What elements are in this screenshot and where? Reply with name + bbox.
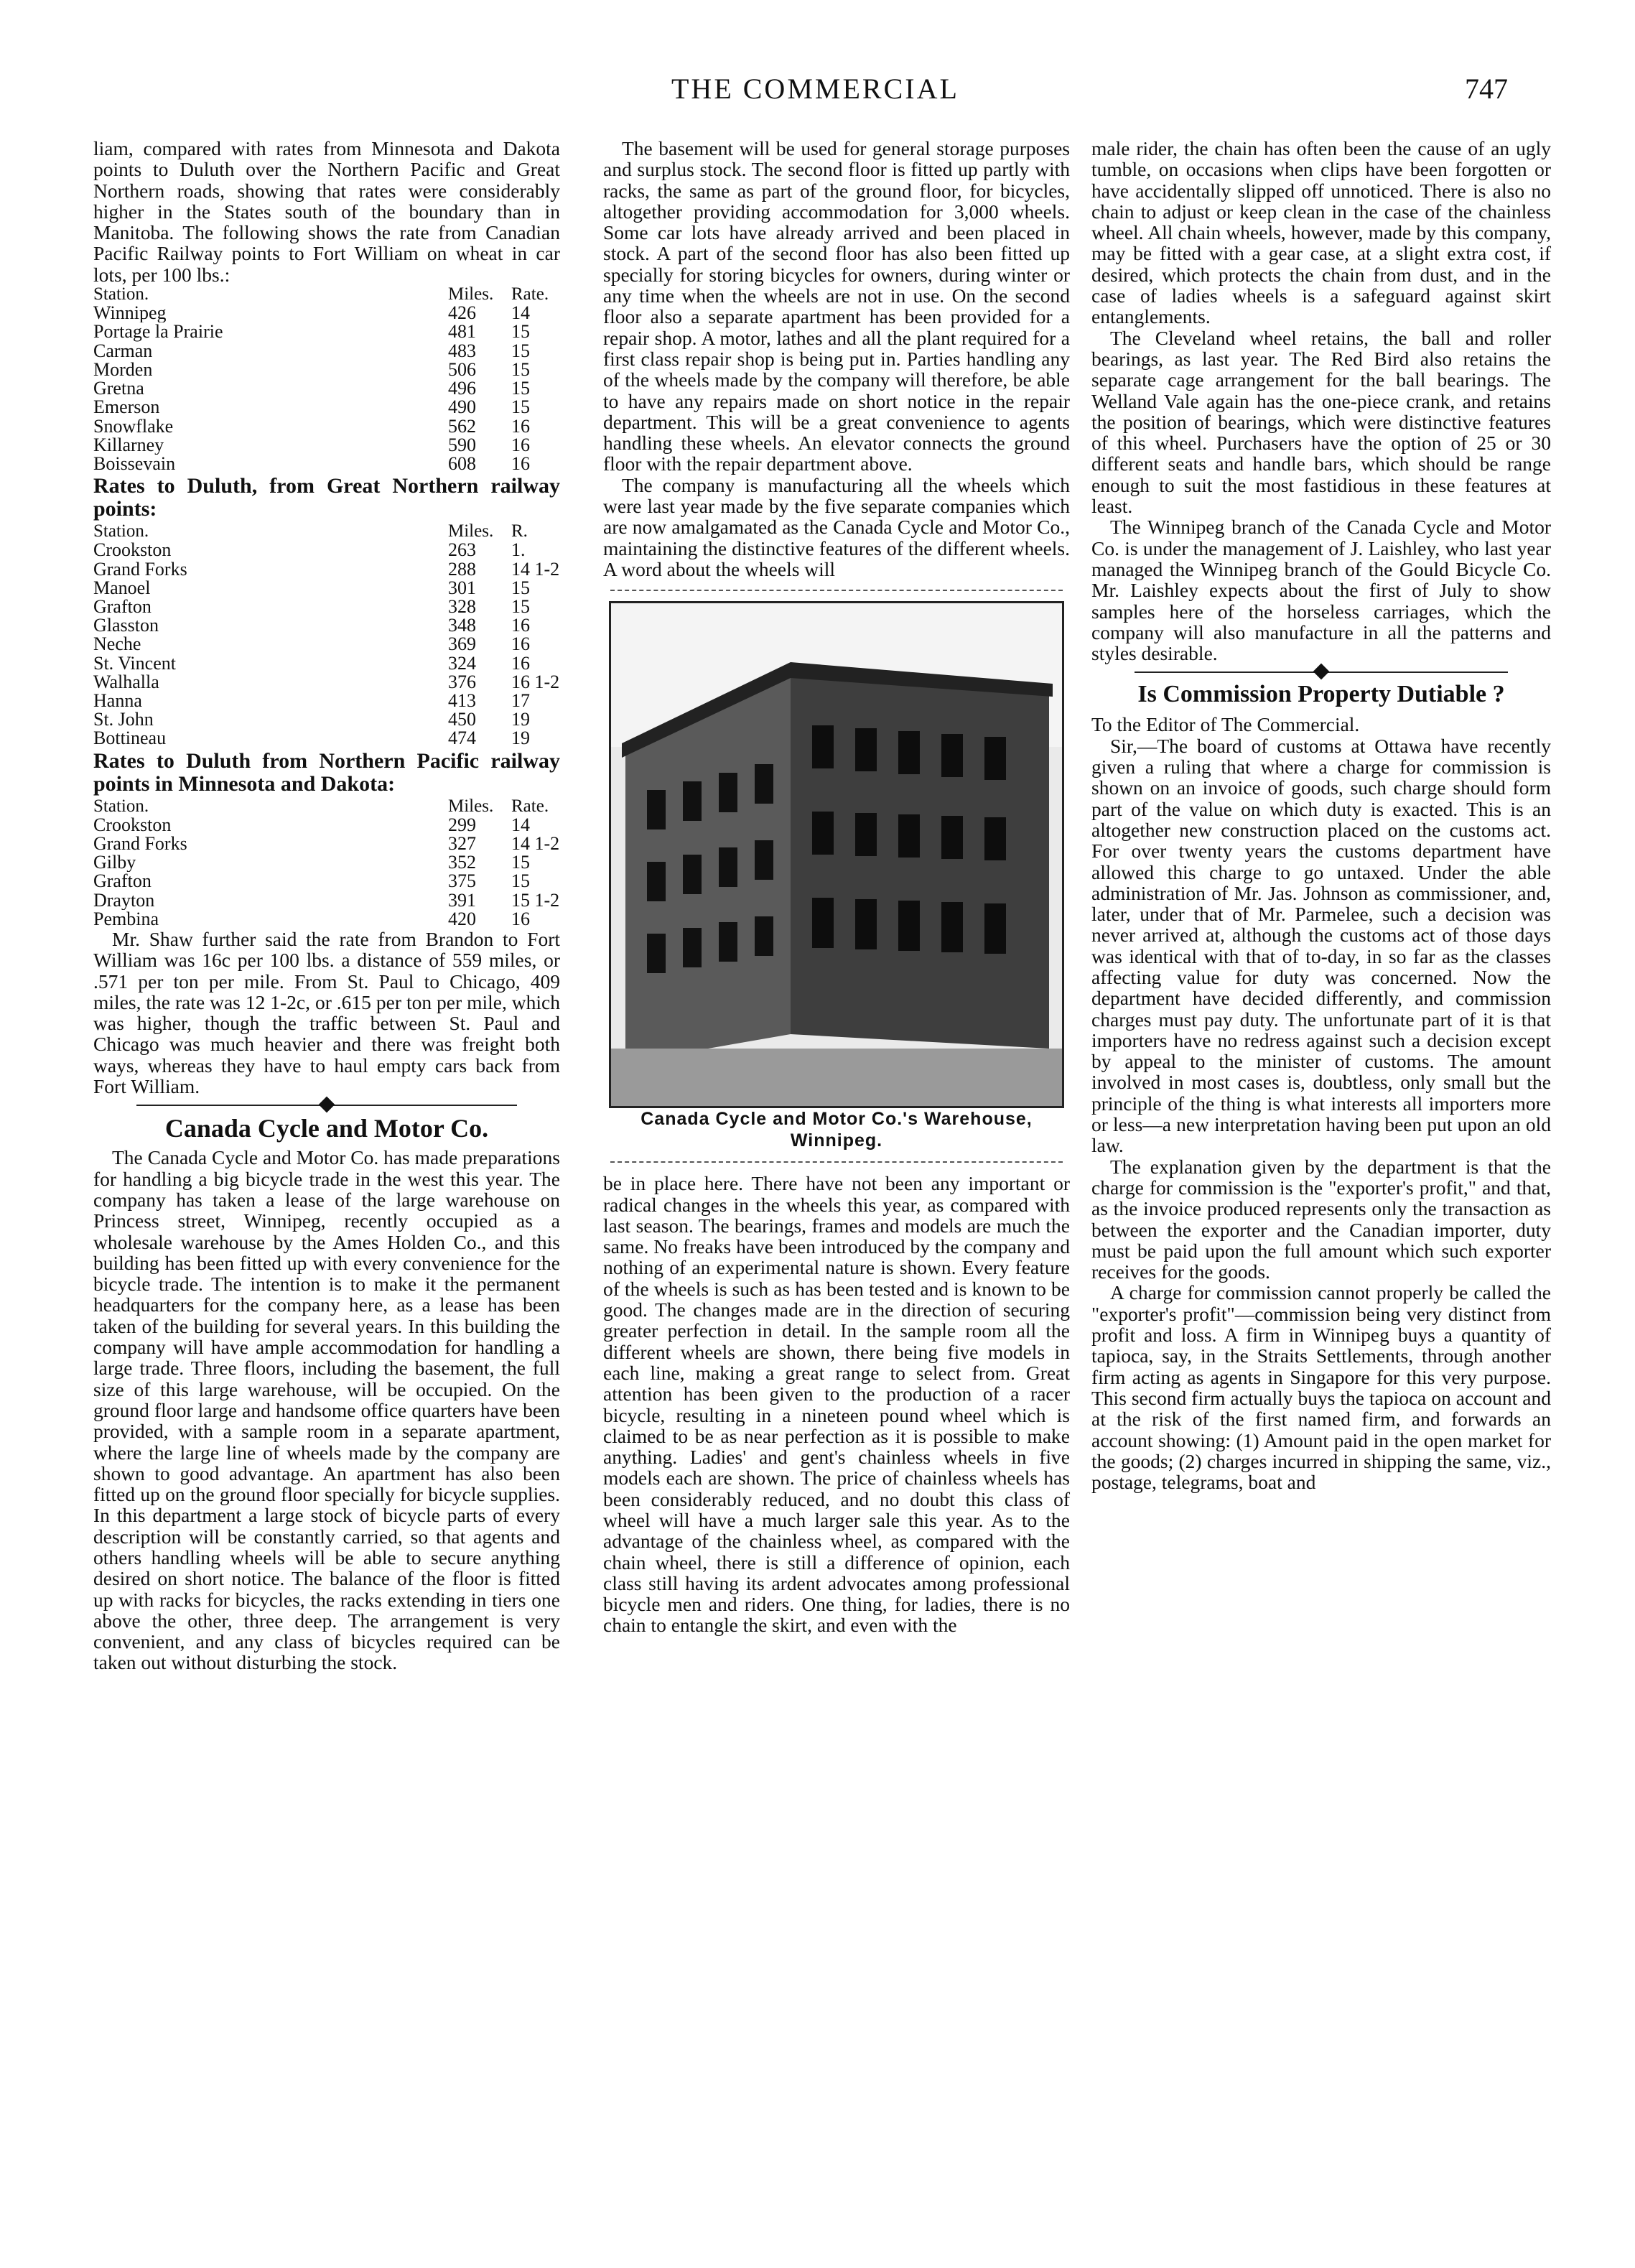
table-row [93,417,560,436]
column-3 [1091,138,1551,1492]
table-row [93,654,560,673]
table-row [93,322,560,341]
table-row [93,910,560,929]
table-row [93,398,560,417]
station-cell: Bottineau [93,729,167,748]
article-paragraph: The Canada Cycle and Motor Co. has made preparations for handling a big bicycle trade in the west this year. The company has taken a lease of the large warehouse on Princess street, Winnipeg, recently occupied as a wholesale warehouse by the Ames Holden Co., and this building has been fitted up with every convenience for the bicycle trade. The intention is to make it the permanent headquarters for the company here, as a lease has been taken of the building for several years. In this building the company will have ample accommodation for handling a large trade. Three floors, including the basement, the full size of this large warehouse, will be occupied. On the ground floor large and handsome office quarters have been provided, with a sample room in a separate apartment, where the large line of wheels made by the company are shown to good advantage. An apartment has also been fitted up on the ground floor specially for bicycle supplies. In this department a large stock of bicycle parts of every description will be constantly carried, so that agents and others handling wheels will be able to secure anything desired on short notice. The balance of the floor is fitted up with racks for bicycles, the racks extending in tiers one above the other, three deep. The arrangement is very convenient, and any class of bicycles required can be taken out without disturbing the stock. [93,1146,560,1674]
station-cell: Snowflake [93,417,174,436]
station-cell: Neche [93,635,141,654]
rate-cell: 15 [511,852,530,873]
miles-cell: 562 [448,415,476,437]
rate-cell: 16 [511,452,530,474]
miles-cell: 496 [448,378,476,399]
miles-cell: 481 [448,321,476,343]
miles-cell: 327 [448,832,476,854]
station-cell: St. John [93,710,154,730]
rate-cell: 19 [511,728,530,749]
station-cell: Killarney [93,435,164,455]
station-cell: Glasston [93,616,159,636]
table-row [93,816,560,835]
station-cell: Winnipeg [93,304,167,323]
miles-cell: 490 [448,396,476,418]
letter-paragraph: A charge for commission cannot properly be called the "exporter's profit"—commission being very distinct from profit and loss. A firm in Winnipeg buys a quantity of tapioca, say, in the Straits Settlements, through another firm acting as agents in Singapore for this very purpose. This second firm actually buys the tapioca on account and at the risk of the first named firm, and forwards an account showing: (1) Amount paid in the open market for the goods; (2) charges incurred in shipping the same, viz., postage, telegrams, boat and [1091,1281,1551,1494]
header-station: Station. [93,521,149,542]
table-row [93,872,560,891]
article-paragraph: The company is manufacturing all the wheels which were last year made by the five separate companies which are now amalgamated as the Canada Cycle and Motor Co., maintaining the distinctive features of the different wheels. A word about the wheels will [603,473,1070,580]
miles-cell: 391 [448,889,476,911]
rate-cell: 15 [511,358,530,380]
rate-cell: 15 [511,870,530,892]
rate-cell: 14 1-2 [511,558,560,580]
divider-ornament-icon [1313,664,1330,680]
header-miles: Miles. [448,796,494,816]
table-row [93,361,560,379]
table-header-row [93,285,560,304]
table-row [93,579,560,598]
miles-cell: 301 [448,577,476,598]
rate-cell: 16 [511,434,530,455]
table-row [93,379,560,398]
table-row [93,304,560,322]
rate-cell: 16 [511,652,530,674]
letter-title: Is Commission Property Dutiable ? [1137,681,1505,708]
dashed-divider [610,590,1063,591]
table-row [93,729,560,748]
station-cell: Grand Forks [93,834,187,854]
miles-cell: 608 [448,452,476,474]
header-miles: Miles. [448,284,494,305]
article-title: Canada Cycle and Motor Co. [164,1114,489,1143]
station-cell: Pembina [93,909,159,929]
header-rate: Rate. [511,284,549,305]
figure-caption: Canada Cycle and Motor Co.'s Warehouse, Winnipeg. [641,1109,1033,1151]
table-row [93,891,560,910]
table-row [93,455,560,473]
header-rate: R. [511,521,528,542]
table-row [93,835,560,853]
rate-cell: 15 [511,595,530,617]
rate-cell: 14 [511,302,530,324]
rate-cell: 16 [511,908,530,929]
table-row [93,560,560,579]
warehouse-photo [609,601,1064,1108]
rate-cell: 15 [511,340,530,361]
publication-title: THE COMMERCIAL [671,73,959,105]
miles-cell: 426 [448,302,476,324]
miles-cell: 328 [448,595,476,617]
miles-cell: 450 [448,709,476,730]
station-cell: St. Vincent [93,654,176,673]
rate-cell: 16 [511,633,530,655]
table-row [93,616,560,635]
rate-cell: 15 [511,577,530,598]
station-cell: Gretna [93,379,144,399]
station-cell: Emerson [93,398,160,417]
rate-cell: 19 [511,709,530,730]
table-row [93,853,560,872]
table-header-row [93,797,560,816]
miles-cell: 369 [448,633,476,655]
header-station: Station. [93,284,149,305]
rate-cell: 1. [511,539,526,561]
table-row [93,673,560,692]
section-divider [1135,671,1508,674]
table-row [93,635,560,654]
station-cell: Grafton [93,597,152,617]
divider-ornament-icon [319,1097,335,1113]
letter-paragraph: The explanation given by the department is that the charge for commission is the "exporter's profit," and that, as the invoice produced represents only the transaction as between the exporter and the Canadian importer, duty must be paid upon the full amount which such exporter receives for the goods. [1091,1155,1551,1283]
warehouse-building-icon [611,603,1062,1106]
miles-cell: 483 [448,340,476,361]
letter-paragraph: Sir,—The board of customs at Ottawa have recently given a ruling that where a charge for commission is shown on an invoice of goods, such charge should form part of the value on which duty is exacted. This is an altogether new construction placed on the customs act. For over twenty years the customs department have allowed this charge to go untaxed. Under the able administration of Mr. Jas. Johnson as commissioner, and, later, under that of Mr. Parmelee, such a decision was never arrived at, although the customs act of those days was identical with that of to-day, in so far as the classes affecting value for duty was concerned. Now the department have decided differently, and commission charges must pay duty. The unfortunate part of it is that importers have no redress against such a decision except by appeal to the minister of customs. The amount involved in most cases is, doubtless, only small but the principle of the thing is what interests all importers more or less—a new interpretation having been put upon an old law. [1091,734,1551,1157]
miles-cell: 299 [448,814,476,835]
miles-cell: 590 [448,434,476,455]
warehouse-figure [609,601,1064,1151]
station-cell: Portage la Prairie [93,322,223,342]
shaw-paragraph: Mr. Shaw further said the rate from Brandon to Fort William was 16c per 100 lbs. a distance of 559 miles, or .571 per ton per mile. From St. Paul to Chicago, 409 miles, the rate was 12 1-2c, or .615 per ton per mile, which was higher, though the traffic between St. Paul and Chicago was much heavier and there was freight both ways, whereas they have to haul empty cars back from Fort William. [93,927,560,1098]
dashed-divider [610,1161,1063,1163]
great-northern-rates-table [93,522,560,748]
article-paragraph: be in place here. There have not been any important or radical changes in the wheels this year, as compared with last season. The bearings, frames and models are much the same. No freaks have been introduced by the company and nothing of an experimental nature is shown. Every feature of the wheels is such as has been tested and is known to be good. The changes made are in the direction of securing greater perfection in detail. In the sample room all the different wheels are shown, there being five models in each line, making a great range to select from. Great attention has been given to the production of a racer bicycle, resulting in a nineteen pound wheel which is claimed to be as near perfection as it is possible to make anything. Ladies' and gent's chainless wheels in five models each are shown. The price of chainless wheels has been considerably reduced, and no doubt this class of wheel will have a much larger sale this year. As to the advantage of the chainless wheel, as compared with the chain wheel, there is still a difference of opinion, each class still having its ardent advocates among professional bicycle men and riders. One thing, for ladies, there is no chain to entangle the skirt, and even with the [603,1172,1070,1637]
rate-cell: 14 [511,814,530,835]
table-row [93,692,560,710]
column-2 [603,138,1070,1636]
station-cell: Walhalla [93,672,159,692]
page-number: 747 [1465,73,1508,105]
miles-cell: 474 [448,728,476,749]
station-cell: Crookston [93,815,172,835]
rate-cell: 16 1-2 [511,671,560,692]
miles-cell: 376 [448,671,476,692]
miles-cell: 348 [448,615,476,636]
section-divider [136,1104,517,1107]
table-row [93,342,560,361]
rate-cell: 17 [511,689,530,711]
header-miles: Miles. [448,521,494,542]
table-row [93,541,560,559]
great-northern-subhead: Rates to Duluth, from Great Northern railway points: [93,474,560,521]
header-station: Station. [93,796,149,816]
table-row [93,436,560,455]
miles-cell: 263 [448,539,476,561]
rate-cell: 15 1-2 [511,889,560,911]
northern-pacific-rates-table [93,797,560,929]
article-paragraph: The basement will be used for general storage purposes and surplus stock. The second floor is fitted up partly with racks, the same as part of the ground floor, for bicycles, altogether providing accommodation for 3,000 wheels. Some car lots have already arrived and been placed in stock. A part of the second floor has also been fitted up specially for storing bicycles for owners, during winter or any time when the wheels are not in use. On the second floor also a separate apartment has been provided for a repair shop. A motor, lathes and all the plant required for a first class repair shop is being put in. Parties handling any of the wheels made by the company will therefore, be able to have any repairs made on short notice in the repair department. This will be a great convenience to agents handling these wheels. An elevator connects the ground floor with the repair department above. [603,137,1070,475]
table-row [93,598,560,616]
station-cell: Boissevain [93,454,176,474]
table-row [93,710,560,729]
rates-intro-paragraph: liam, compared with rates from Minnesota and Dakota points to Duluth over the Northern Pacific and Great Northern roads, showing that rates were considerably higher in the States south of the boundary than in Manitoba. The following shows the rate from Canadian Pacific Railway points to Fort William on wheat in car lots, per 100 lbs.: [93,137,560,286]
miles-cell: 375 [448,870,476,892]
station-cell: Crookston [93,541,172,560]
cpr-rates-table [93,285,560,473]
station-cell: Morden [93,360,153,380]
miles-cell: 288 [448,558,476,580]
rate-cell: 15 [511,378,530,399]
rate-cell: 14 1-2 [511,832,560,854]
station-cell: Drayton [93,891,155,910]
station-cell: Grand Forks [93,559,187,579]
northern-pacific-subhead: Rates to Duluth from Northern Pacific railway points in Minnesota and Dakota: [93,748,560,796]
station-cell: Grafton [93,872,152,891]
rate-cell: 15 [511,396,530,418]
miles-cell: 413 [448,689,476,711]
miles-cell: 352 [448,852,476,873]
article-paragraph: male rider, the chain has often been the cause of an ugly tumble, on occasions when clips have been forgotten or have accidentally slipped off unnoticed. There is also no chain to adjust or keep clean in the case of the chainless wheel. All chain wheels, however, made by this company, may be fitted with a gear case, at a slight extra cost, if desired, which protects the chain from dust, and in the case of ladies wheels is a safeguard against skirt entanglements. [1091,137,1551,328]
miles-cell: 506 [448,358,476,380]
header-rate: Rate. [511,796,549,816]
article-paragraph: The Winnipeg branch of the Canada Cycle and Motor Co. is under the management of J. Laishley, who last year managed the Winnipeg branch of the Gould Bicycle Co. Mr. Laishley expects about the first of July to show samples here of the horseless carriages, which the company will also manufacture in all the patterns and styles desirable. [1091,516,1551,665]
miles-cell: 324 [448,652,476,674]
table-header-row [93,522,560,541]
station-cell: Hanna [93,691,142,711]
station-cell: Gilby [93,853,136,873]
letter-salutation: To the Editor of The Commercial. [1091,713,1360,736]
station-cell: Carman [93,341,153,361]
station-cell: Manoel [93,578,151,598]
article-paragraph: The Cleveland wheel retains, the ball and roller bearings, as last year. The Red Bird also retains the separate cage arrangement for the ball bearings. The Welland Vale again has the one-piece crank, and retains the position of bearings, which were distinctive features of this wheel. Purchasers have the option of 25 or 30 different seats and handle bars, which should be range enough to suit the most fastidious in these features at least. [1091,326,1551,518]
page-header [0,72,1635,115]
rate-cell: 15 [511,321,530,343]
rate-cell: 16 [511,415,530,437]
column-1 [93,138,560,1673]
rate-cell: 16 [511,615,530,636]
miles-cell: 420 [448,908,476,929]
